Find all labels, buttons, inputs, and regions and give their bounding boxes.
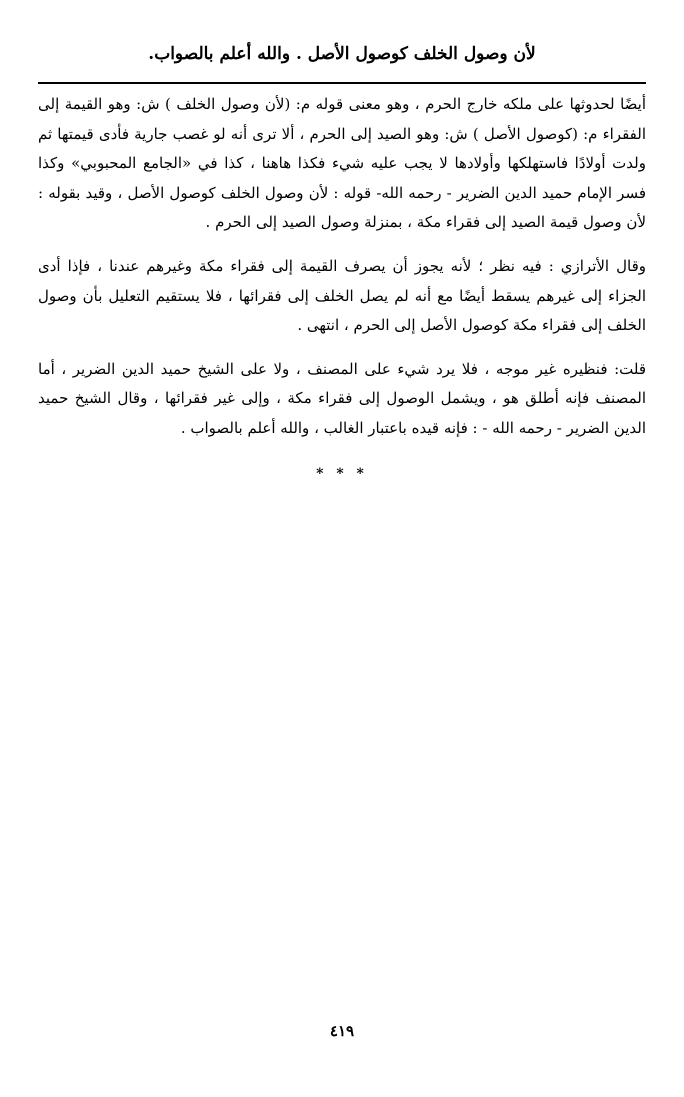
section-divider: * * * bbox=[316, 466, 368, 482]
paragraph-1: أيضًا لحدوثها على ملكه خارج الحرم ، وهو معنى قوله م: (لأن وصول الخلف ) ش: وهو القيمة إلى الفقراء م: (كوصول الأصل ) ش: وهو الصيد إلى الحرم ، ألا ترى أنه لو غصب جارية فأدى قيمتها ثم ولدت أولادًا فاستهلكها وأولادها لا يجب عليه شيء فكذا هاهنا ، كذا في «الجامع المحبوبي» وكذا فسر الإمام حميد الدين الضرير - رحمه الله- قوله : لأن وصول الخلف كوصول الأصل ، وقيد بقوله : لأن وصول قيمة الصيد إلى فقراء مكة ، بمنزلة وصول الصيد إلى الحرم . bbox=[38, 95, 647, 232]
paragraph-2: وقال الأترازي : فيه نظر ؛ لأنه يجوز أن يصرف القيمة إلى فقراء مكة وغيرهم عندنا ، فإذا أدى الجزاء إلى غيرهم يسقط أيضًا مع أنه لم يصل الخلف إلى فقرائها ، فلا يستقيم التعليل بأن وصول الخلف إلى فقراء مكة كوصول الأصل إلى الحرم ، انتهى . bbox=[38, 256, 646, 335]
paragraph-3: قلت: فنظيره غير موجه ، فلا يرد شيء على المصنف ، ولا على الشيخ حميد الدين الضرير ، أما المصنف فإنه أطلق هو ، ويشمل الوصول إلى فقراء مكة ، وإلى غير فقرائها ، وقال الشيخ حميد الدين الضرير - رحمه الله - : فإنه قيده باعتبار الغالب ، والله أعلم بالصواب . bbox=[38, 359, 646, 437]
main-text bbox=[38, 90, 646, 444]
running-header: لأن وصول الخلف كوصول الأصل . والله أعلم بالصواب. bbox=[148, 44, 536, 64]
header-rule bbox=[38, 82, 646, 84]
page-number: ٤١٩ bbox=[329, 1022, 355, 1040]
